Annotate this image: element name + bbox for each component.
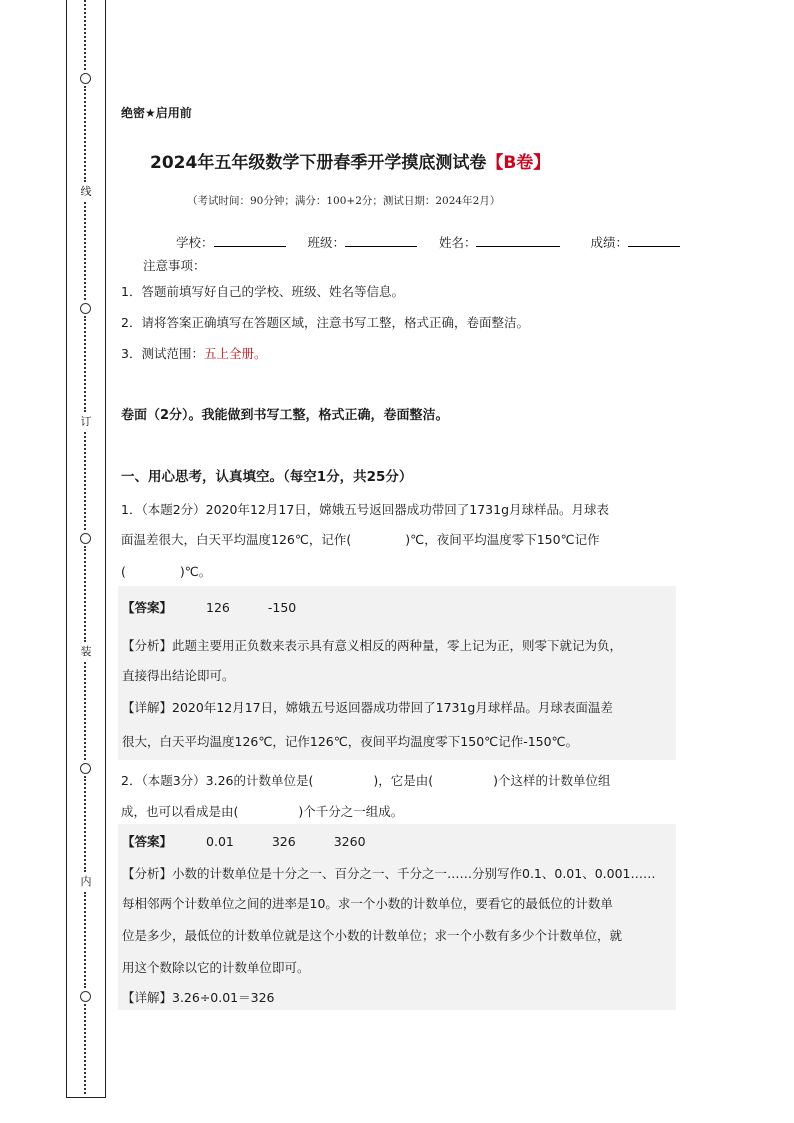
section-heading: 一、用心思考，认真填空。（每空1分，共25分） <box>121 469 413 485</box>
answer-value: 3260 <box>333 834 366 849</box>
dotted-line <box>84 892 90 988</box>
q2-answer <box>122 832 366 850</box>
binding-char: 线 <box>80 185 92 198</box>
student-info-row <box>176 233 680 251</box>
q1-text: )℃，夜间平均温度零下150℃记作 <box>405 532 600 547</box>
note-item: 2．请将答案正确填写在答题区域，注意书写工整，格式正确，卷面整洁。 <box>121 315 529 330</box>
note-item <box>121 344 266 362</box>
title-main: 2024年五年级数学下册春季开学摸底测试卷 <box>150 153 487 173</box>
answer-value: -150 <box>267 600 297 615</box>
binding-char: 订 <box>80 415 92 428</box>
q2-detail: 【详解】3.26÷0.01＝326 <box>122 990 275 1005</box>
q1-answer <box>122 598 296 616</box>
dotted-line <box>84 1004 90 1094</box>
title-tag: 【B卷】 <box>486 153 551 173</box>
answer-value: 0.01 <box>206 834 234 849</box>
binding-hole-icon <box>80 73 91 84</box>
note-item-prefix: 3．测试范围： <box>121 346 204 361</box>
q1-text: 面温差很大，白天平均温度126℃，记作( <box>121 532 352 547</box>
binding-char: 内 <box>80 875 92 888</box>
q2-analysis: 位是多少，最低位的计数单位就是这个小数的计数单位；求一个小数有多少个计数单位，就 <box>122 928 623 943</box>
page-title <box>150 148 550 173</box>
q1-analysis: 直接得出结论即可。 <box>122 668 235 683</box>
class-label: 班级： <box>307 235 345 250</box>
dotted-line <box>84 0 90 70</box>
answer-label: 【答案】 <box>122 834 173 849</box>
dotted-line <box>84 86 90 182</box>
answer-label: 【答案】 <box>122 600 173 615</box>
q1-answer-box <box>118 586 676 760</box>
school-field[interactable] <box>214 234 286 247</box>
name-field[interactable] <box>476 234 560 247</box>
binding-hole-icon <box>80 763 91 774</box>
question-1-line-3 <box>121 562 211 580</box>
exam-subtitle: （考试时间：90分钟；满分：100+2分；测试日期：2024年2月） <box>187 195 501 207</box>
question-1-line-1: 1．（本题2分）2020年12月17日，嫦娥五号返回器成功带回了1731g月球样品。月球表 <box>121 502 610 517</box>
q2-analysis: 用这个数除以它的计数单位即可。 <box>122 960 310 975</box>
dotted-line <box>84 316 90 412</box>
q2-text: 成，也可以看成是由( <box>121 804 239 819</box>
binding-char: 装 <box>80 645 92 658</box>
dotted-line <box>84 202 90 300</box>
dotted-line <box>84 662 90 760</box>
question-2-line-2 <box>121 802 403 820</box>
q2-answer-box <box>118 824 676 1010</box>
binding-hole-icon <box>80 533 91 544</box>
answer-value: 326 <box>271 834 296 849</box>
q2-analysis: 【分析】小数的计数单位是十分之一、百分之一、千分之一……分别写作0.1、0.01、0.001…… <box>122 866 656 881</box>
confidential-label: 绝密★启用前 <box>121 106 192 120</box>
q2-analysis: 每相邻两个计数单位之间的进率是10。求一个小数的计数单位，要看它的最低位的计数单 <box>122 896 613 911</box>
class-field[interactable] <box>345 234 417 247</box>
question-1-line-2 <box>121 530 600 548</box>
dotted-line <box>84 432 90 530</box>
q1-text: ( <box>121 564 126 579</box>
binding-margin <box>66 0 106 1098</box>
q2-text: 2．（本题3分）3.26的计数单位是( <box>121 773 314 788</box>
dotted-line <box>84 546 90 642</box>
binding-hole-icon <box>80 991 91 1002</box>
binding-hole-icon <box>80 303 91 314</box>
q1-detail: 【详解】2020年12月17日，嫦娥五号返回器成功带回了1731g月球样品。月球表面温差 <box>122 700 613 715</box>
name-label: 姓名： <box>438 235 477 250</box>
note-item: 1．答题前填写好自己的学校、班级、姓名等信息。 <box>121 284 404 299</box>
answer-value: 126 <box>206 600 230 615</box>
question-2-line-1 <box>121 771 611 789</box>
notes-heading: 注意事项： <box>143 258 206 273</box>
test-scope: 五上全册。 <box>203 346 267 361</box>
q1-analysis: 【分析】此题主要用正负数来表示具有意义相反的两种量，零上记为正，则零下就记为负， <box>122 638 623 653</box>
q1-detail: 很大，白天平均温度126℃，记作126℃，夜间平均温度零下150℃记作-150℃。 <box>122 734 579 749</box>
q2-text: )个千分之一组成。 <box>298 804 404 819</box>
dotted-line <box>84 776 90 872</box>
paper-neatness-line: 卷面（2分）。我能做到书写工整，格式正确，卷面整洁。 <box>121 408 449 423</box>
q2-text: )，它是由( <box>373 773 434 788</box>
q2-text: )个这样的计数单位组 <box>493 773 611 788</box>
school-label: 学校： <box>176 235 214 250</box>
q1-text: )℃。 <box>179 564 212 579</box>
score-field[interactable] <box>628 234 680 247</box>
score-label: 成绩： <box>590 235 628 250</box>
binding-line <box>67 0 105 1097</box>
